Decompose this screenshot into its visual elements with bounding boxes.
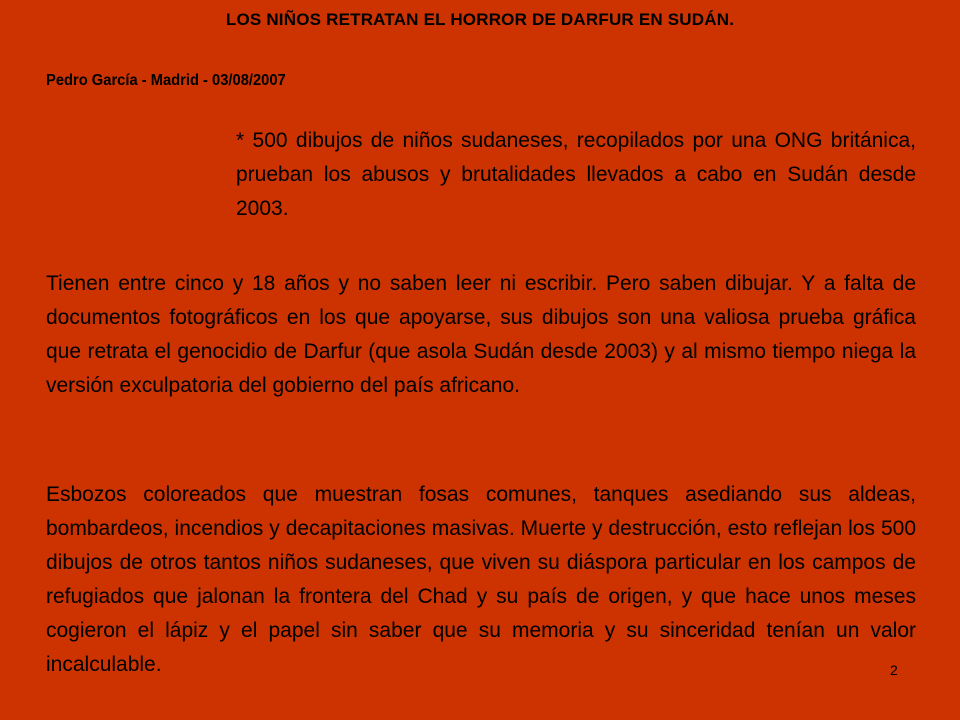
page-number: 2	[890, 662, 898, 678]
article-paragraph-1: Tienen entre cinco y 18 años y no saben leer ni escribir. Pero saben dibujar. Y a falta de documentos fotográficos en los que apoyarse, sus dibujos son una valiosa prueba gráfica que retrata el genocidio de Darfur (que asola Sudán desde 2003) y al mismo tiempo niega la versión exculpatoria del gobierno del país africano.	[46, 272, 916, 397]
article-byline: Pedro García - Madrid - 03/08/2007	[46, 72, 286, 89]
article-summary: * 500 dibujos de niños sudaneses, recopilados por una ONG británica, prueban los abusos y brutalidades llevados a cabo en Sudán desde 2003.	[236, 129, 916, 220]
article-title: LOS NIÑOS RETRATAN EL HORROR DE DARFUR EN SUDÁN.	[225, 10, 735, 29]
article-paragraph-2: Esbozos coloreados que muestran fosas comunes, tanques asediando sus aldeas, bombardeos, incendios y decapitaciones masivas. Muerte y destrucción, esto reflejan los 500 dibujos de otros tantos niños sudaneses, que viven su diáspora particular en los campos de refugiados que jalonan la frontera del Chad y su país de origen, y que hace unos meses cogieron el lápiz y el papel sin saber que su memoria y su sinceridad tenían un valor incalculable.	[46, 483, 916, 676]
